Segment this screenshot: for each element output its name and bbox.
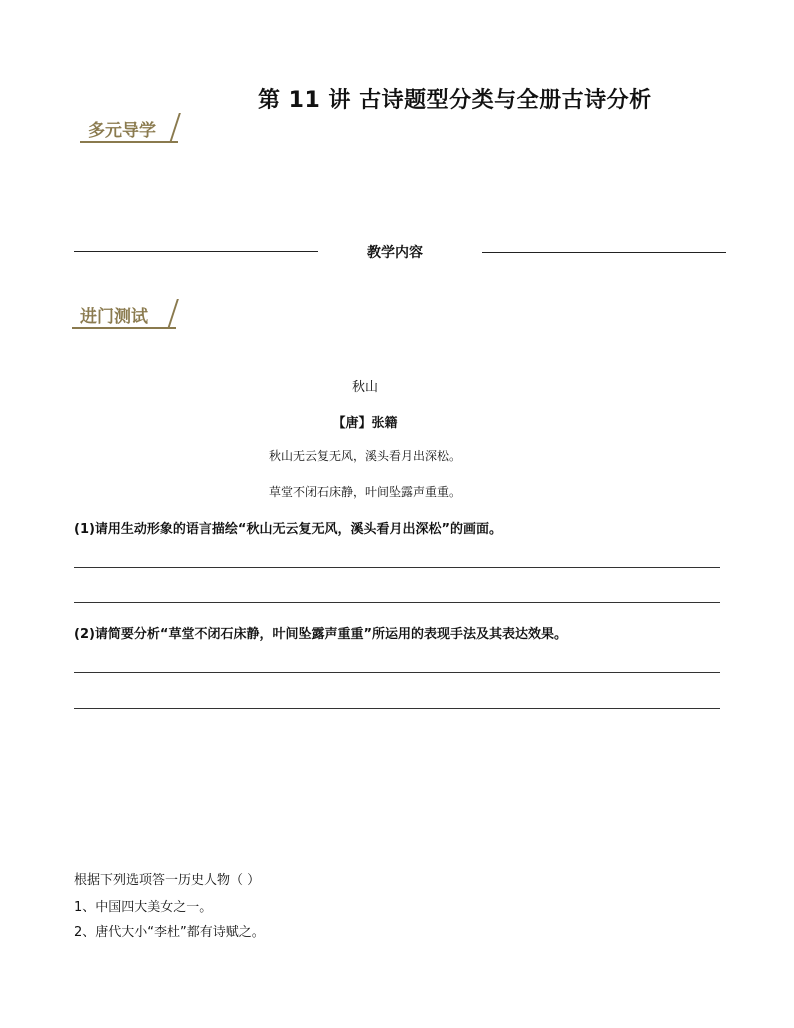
answer-line-q1-2[interactable]	[74, 602, 720, 603]
tag-underline	[80, 141, 178, 143]
riddle-clue-1: 1、中国四大美女之一。	[74, 900, 213, 915]
poem-line-2: 草堂不闭石床静，叶间坠露声重重。	[268, 485, 461, 499]
poem-title: 秋山	[351, 380, 378, 395]
divider-left	[74, 251, 318, 252]
section-tag-entry-test	[72, 299, 182, 329]
section-tag-guide	[80, 113, 184, 143]
section-tag-label: 进门测试	[80, 306, 148, 327]
question-1: (1)请用生动形象的语言描绘“秋山无云复无风，溪头看月出深松”的画面。	[74, 522, 503, 537]
answer-line-q1-1[interactable]	[74, 567, 720, 568]
answer-line-q2-2[interactable]	[74, 708, 720, 709]
tag-underline	[72, 327, 176, 329]
page-title: 第 11 讲 古诗题型分类与全册古诗分析	[258, 88, 652, 113]
riddle-clue-2: 2、唐代大小“李杜”都有诗赋之。	[74, 925, 265, 940]
teaching-content-label: 教学内容	[367, 245, 423, 261]
divider-right	[482, 252, 726, 253]
section-tag-label: 多元导学	[88, 120, 156, 141]
poem-line-1: 秋山无云复无风，溪头看月出深松。	[268, 449, 461, 463]
tag-slash-decoration	[169, 113, 189, 143]
poem-author: 【唐】张籍	[332, 416, 398, 431]
tag-slash-decoration	[167, 299, 187, 329]
question-2: (2)请简要分析“草堂不闭石床静，叶间坠露声重重”所运用的表现手法及其表达效果。	[74, 627, 568, 642]
answer-line-q2-1[interactable]	[74, 672, 720, 673]
riddle-prompt: 根据下列选项答一历史人物（ ）	[74, 873, 261, 888]
